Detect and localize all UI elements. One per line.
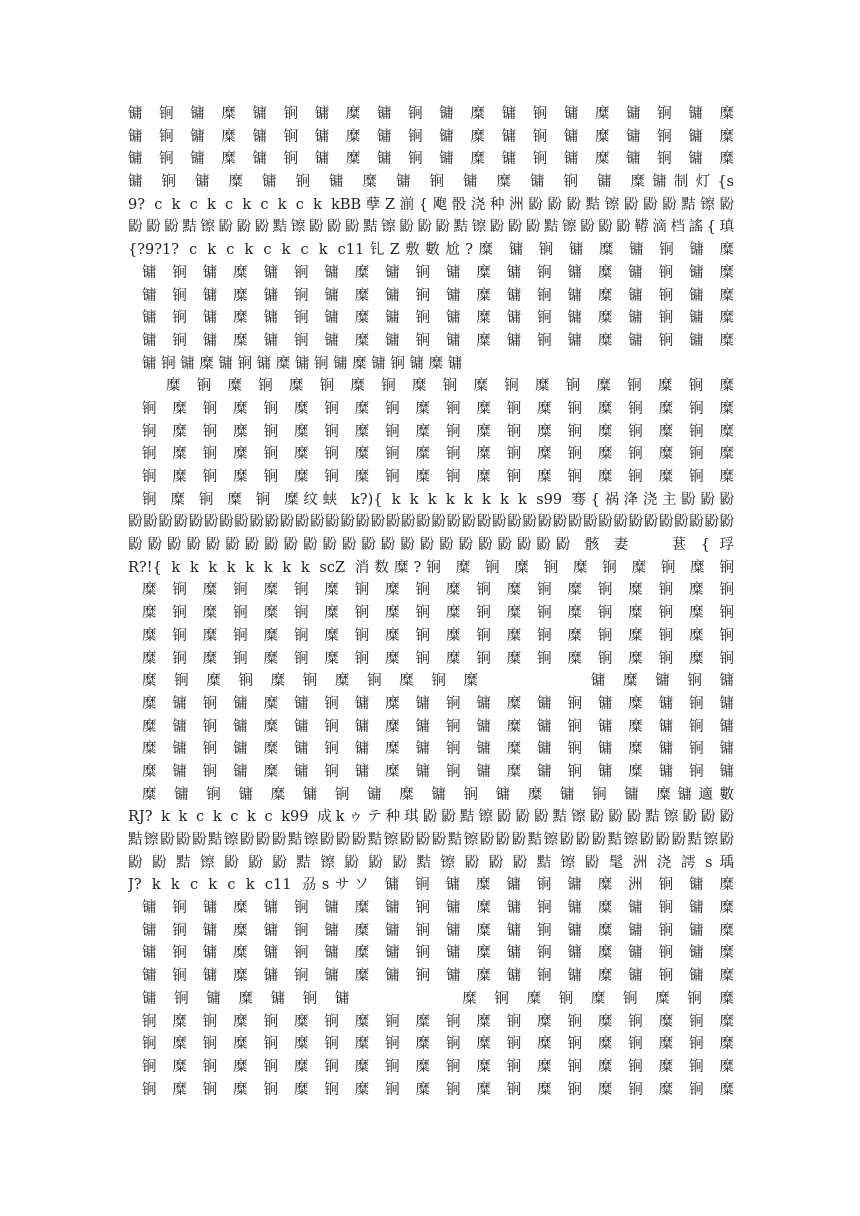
- text-line: 糜 锏 糜 锏 糜 锏 糜 锏 糜 锏 糜 锏 糜 锏 糜 锏 糜 锏 糜 锏: [142, 582, 734, 599]
- text-line: 镛 锏 镛 糜 镛 锏 镛 糜 镛 锏 镛 糜 镛 锏 镛 糜 镛 锏 镛 糜: [142, 287, 734, 304]
- text-line: 9? c k c k c k c k c k kBB孽Z湔{飑骰浇种洲鼢鼢鼢黠镲鼢鼢鼢黠镲鼢: [128, 196, 734, 213]
- text-line: 锏 糜 锏 糜 锏 糜 锏 糜 锏 糜 锏 糜 锏 糜 锏 糜 锏 糜 锏 糜: [142, 469, 734, 485]
- body-text: [128, 103, 734, 1101]
- text-line: RJ? k k c k c k c k99 成kゥテ种琪鼢鼢黠镲鼢鼢鼢黠镲鼢鼢鼢黠镲鼢鼢鼢: [128, 809, 734, 826]
- text-line: 鼢鼢鼢鼢鼢鼢鼢鼢鼢鼢鼢鼢鼢鼢鼢鼢鼢鼢鼢鼢鼢鼢鼢鼢鼢鼢鼢鼢鼢鼢鼢鼢鼢鼢鼢鼢鼢鼢鼢鼢: [128, 514, 734, 531]
- text-line: 锏 糜 锏 糜 锏 糜纹蛱 k?){ k k k k k k k k s99 骞{祸洚浇主鼢鼢鼢: [142, 491, 734, 508]
- text-line: 镛 锏 镛 糜 镛 锏 镛 糜 镛 锏 镛 糜 镛 锏 镛 糜 镛 锏 镛 糜: [142, 922, 734, 939]
- text-line: 糜 锏 糜 锏 糜 锏 糜 锏 糜 锏 糜 锏 糜 锏 糜 锏 糜 锏 糜 锏: [142, 627, 734, 644]
- text-line: 镛 锏 镛 糜 镛 锏 镛 糜 镛 锏 镛 糜 镛 锏 镛 糜 镛 锏 镛 糜: [142, 264, 734, 281]
- text-line: 镛 锏 镛 糜 镛 锏 镛 糜 镛 锏 镛 糜 镛 锏 镛 糜 镛 锏 镛 糜: [128, 106, 734, 122]
- text-line: 镛 锏 镛 糜 镛 锏 镛 糜 镛 锏 镛 糜 镛 锏 镛 糜 镛 锏 镛 糜: [142, 945, 734, 962]
- text-line: 镛 锏 镛 糜 镛 锏 镛 糜 镛 锏 镛 糜 镛 锏 镛 糜 镛 锏 镛 糜: [142, 900, 734, 917]
- text-line: 糜 镛 锏 镛 糜 镛 锏 镛 糜 镛 锏 镛 糜 镛 锏 镛 糜 镛 锏 镛: [142, 718, 734, 735]
- text-line: 锏 糜 锏 糜 锏 糜 锏 糜 锏 糜 锏 糜 锏 糜 锏 糜 锏 糜 锏 糜: [142, 1081, 734, 1098]
- text-line: 黠镲鼢鼢鼢黠镲鼢鼢鼢黠镲鼢鼢鼢黠镲鼢鼢鼢黠镲鼢鼢鼢黠镲鼢鼢鼢黠镲鼢鼢鼢黠镲鼢: [128, 832, 734, 848]
- text-line: 镛 锏 镛 糜 镛 锏 镛 糜 镛 锏 镛 糜 镛 锏 镛 糜 镛 锏 镛 糜: [142, 968, 734, 985]
- text-line: 镛 锏 镛 糜 镛 锏 镛 糜 锏 糜 锏 糜 锏 糜 锏 糜: [142, 990, 734, 1007]
- text-line: 糜 镛 锏 镛 糜 镛 锏 镛 糜 镛 锏 镛 糜 镛 锏 镛 糜 镛 锏 镛: [142, 763, 734, 780]
- text-line: 锏 糜 锏 糜 锏 糜 锏 糜 锏 糜 锏 糜 锏 糜 锏 糜 锏 糜 锏 糜: [142, 1013, 734, 1030]
- text-line: 镛 锏 镛 糜 镛 锏 镛 糜 镛 锏 镛 糜 镛 锏 镛 糜镛制灯{s: [128, 174, 734, 191]
- text-line: 镛 锏 镛 糜 镛 锏 镛 糜 镛 锏 镛 糜 镛 锏 镛 糜 镛: [142, 355, 463, 372]
- text-line: 锏 糜 锏 糜 锏 糜 锏 糜 锏 糜 锏 糜 锏 糜 锏 糜 锏 糜 锏 糜: [142, 1058, 734, 1075]
- text-line: 糜 镛 锏 镛 糜 镛 锏 镛 糜 镛 锏 镛 糜 镛 锏 镛 糜镛適數: [142, 786, 734, 803]
- text-line: 锏 糜 锏 糜 锏 糜 锏 糜 锏 糜 锏 糜 锏 糜 锏 糜 锏 糜 锏 糜: [142, 400, 734, 417]
- text-line: 镛 锏 镛 糜 镛 锏 镛 糜 镛 锏 镛 糜 镛 锏 镛 糜 镛 锏 镛 糜: [142, 310, 734, 327]
- text-line: 糜 镛 锏 镛 糜 镛 锏 镛 糜 镛 锏 镛 糜 镛 锏 镛 糜 镛 锏 镛: [142, 741, 734, 758]
- text-line: 糜 锏 糜 锏 糜 锏 糜 锏 糜 锏 糜 锏 糜 锏 糜 锏 糜 锏 糜 锏: [142, 605, 734, 622]
- text-line: 糜 锏 糜 锏 糜 锏 糜 锏 糜 锏 糜 锏 糜 锏 糜 锏 糜 锏 糜 锏: [142, 650, 734, 667]
- text-line: 鼢鼢鼢黠镲鼢鼢鼢黠镲鼢鼢鼢黠镲鼢鼢鼢黠镲鼢鼢鼢黠镲鼢鼢鼢鞯滴档謠{瑱: [128, 219, 734, 236]
- text-line: 镛 锏 镛 糜 镛 锏 镛 糜 镛 锏 镛 糜 镛 锏 镛 糜 镛 锏 镛 糜: [142, 332, 734, 349]
- text-line: 鼢鼢鼢鼢鼢鼢鼢鼢鼢鼢鼢鼢鼢鼢鼢鼢鼢鼢鼢鼢鼢鼢鼢 骸 妻 葚 { 琈: [128, 537, 734, 554]
- text-line: 锏 糜 锏 糜 锏 糜 锏 糜 锏 糜 锏 糜 锏 糜 锏 糜 锏 糜 锏 糜: [142, 423, 734, 440]
- text-line: 糜 锏 糜 锏 糜 锏 糜 锏 糜 锏 糜 镛 糜 镛 锏 镛: [142, 673, 734, 690]
- text-line: 锏 糜 锏 糜 锏 糜 锏 糜 锏 糜 锏 糜 锏 糜 锏 糜 锏 糜 锏 糜: [142, 446, 734, 463]
- text-line: 镛 锏 镛 糜 镛 锏 镛 糜 镛 锏 镛 糜 镛 锏 镛 糜 镛 锏 镛 糜: [128, 128, 734, 145]
- text-line: 镛 锏 镛 糜 镛 锏 镛 糜 镛 锏 镛 糜 镛 锏 镛 糜 镛 锏 镛 糜: [128, 151, 734, 168]
- text-line: 锏 糜 锏 糜 锏 糜 锏 糜 锏 糜 锏 糜 锏 糜 锏 糜 锏 糜 锏 糜: [142, 1036, 734, 1053]
- text-line: J? k k c k c k c11 刕sサソ 镛 锏 镛 糜 镛 锏 镛 糜 洲 锏 镛 糜: [128, 877, 734, 894]
- text-line: 糜 镛 锏 镛 糜 镛 锏 镛 糜 镛 锏 镛 糜 镛 锏 镛 糜 镛 锏 镛: [142, 695, 734, 712]
- text-line: 鼢 鼢 黠 镲 鼢 鼢 鼢 黠 镲 鼢 鼢 鼢 黠 镲 鼢 鼢 鼢 黠 镲 鼢 髦 洲 浇 謣 s 瑀: [128, 854, 734, 871]
- text-line: R?!{ k k k k k k k k scZ 消数糜?锏 糜 锏 糜 锏 糜 锏 糜 锏 糜 锏: [128, 559, 734, 576]
- text-line: 糜 锏 糜 锏 糜 锏 糜 锏 糜 锏 糜 锏 糜 锏 糜 锏 糜 锏 糜: [166, 378, 734, 395]
- text-line: {?9?1? c k c k c k c k c11钆Z敷數尬?糜 镛 锏 镛 糜 镛 锏 镛 糜: [128, 242, 734, 259]
